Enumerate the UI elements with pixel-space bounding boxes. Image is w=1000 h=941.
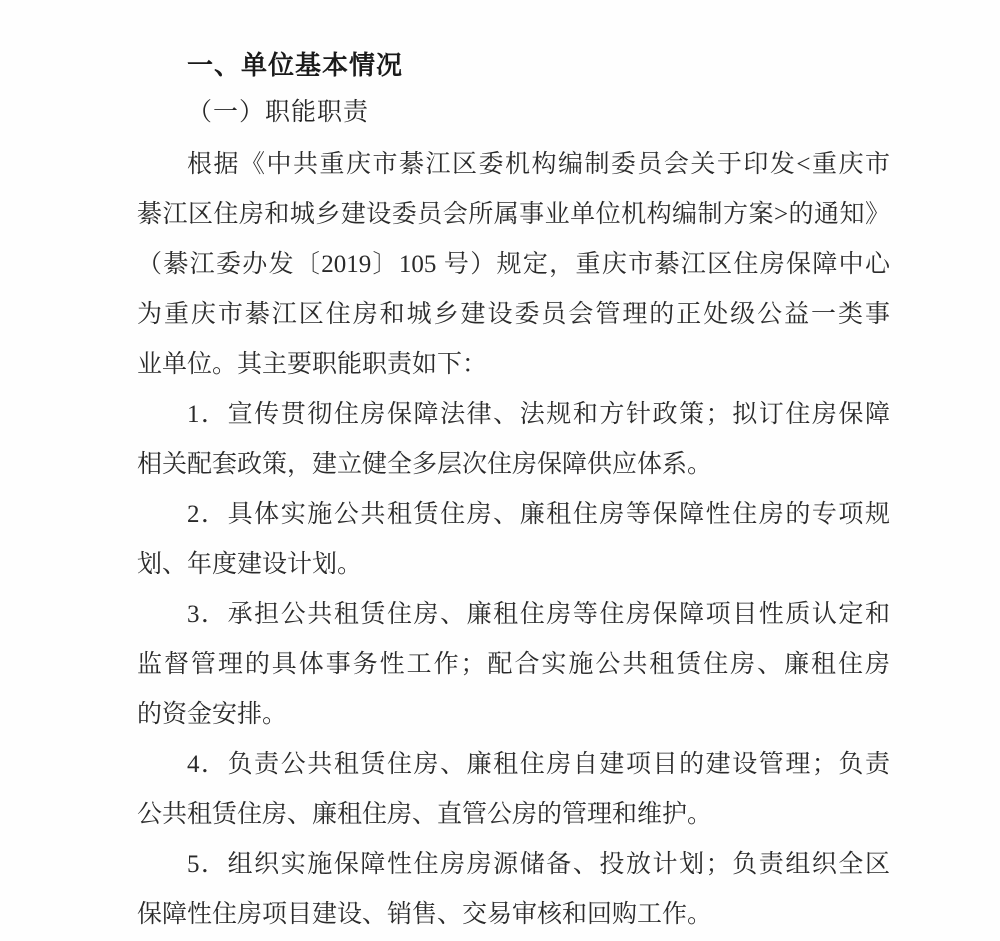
text-line: 业单位。其主要职能职责如下：	[137, 351, 488, 378]
document-body	[137, 140, 890, 940]
text-line: 划、年度建设计划。	[137, 551, 363, 578]
text-line: 3．承担公共租赁住房、廉租住房等住房保障项目性质认定和	[187, 601, 890, 628]
text-line: 根据《中共重庆市綦江区委机构编制委员会关于印发<重庆市	[187, 151, 890, 178]
text-line: 綦江区住房和城乡建设委员会所属事业单位机构编制方案>的通知》	[137, 201, 890, 228]
section-title: 一、单位基本情况	[187, 50, 404, 80]
text-line: 监督管理的具体事务性工作；配合实施公共租赁住房、廉租住房	[137, 651, 890, 678]
text-line: 2．具体实施公共租赁住房、廉租住房等保障性住房的专项规	[187, 501, 890, 528]
subsection-title: （一）职能职责	[187, 99, 370, 126]
text-line: （綦江委办发〔2019〕105 号）规定，重庆市綦江区住房保障中心	[137, 251, 890, 278]
text-line: 相关配套政策，建立健全多层次住房保障供应体系。	[137, 451, 713, 478]
text-line: 保障性住房项目建设、销售、交易审核和回购工作。	[137, 901, 713, 928]
text-line: 5．组织实施保障性住房房源储备、投放计划；负责组织全区	[187, 851, 890, 878]
text-line: 为重庆市綦江区住房和城乡建设委员会管理的正处级公益一类事	[137, 301, 890, 328]
text-line: 4．负责公共租赁住房、廉租住房自建项目的建设管理；负责	[187, 751, 890, 778]
text-line: 公共租赁住房、廉租住房、直管公房的管理和维护。	[137, 801, 713, 828]
document-content	[137, 0, 890, 940]
text-line: 1．宣传贯彻住房保障法律、法规和方针政策；拟订住房保障	[187, 401, 890, 428]
text-line: 的资金安排。	[137, 701, 288, 728]
